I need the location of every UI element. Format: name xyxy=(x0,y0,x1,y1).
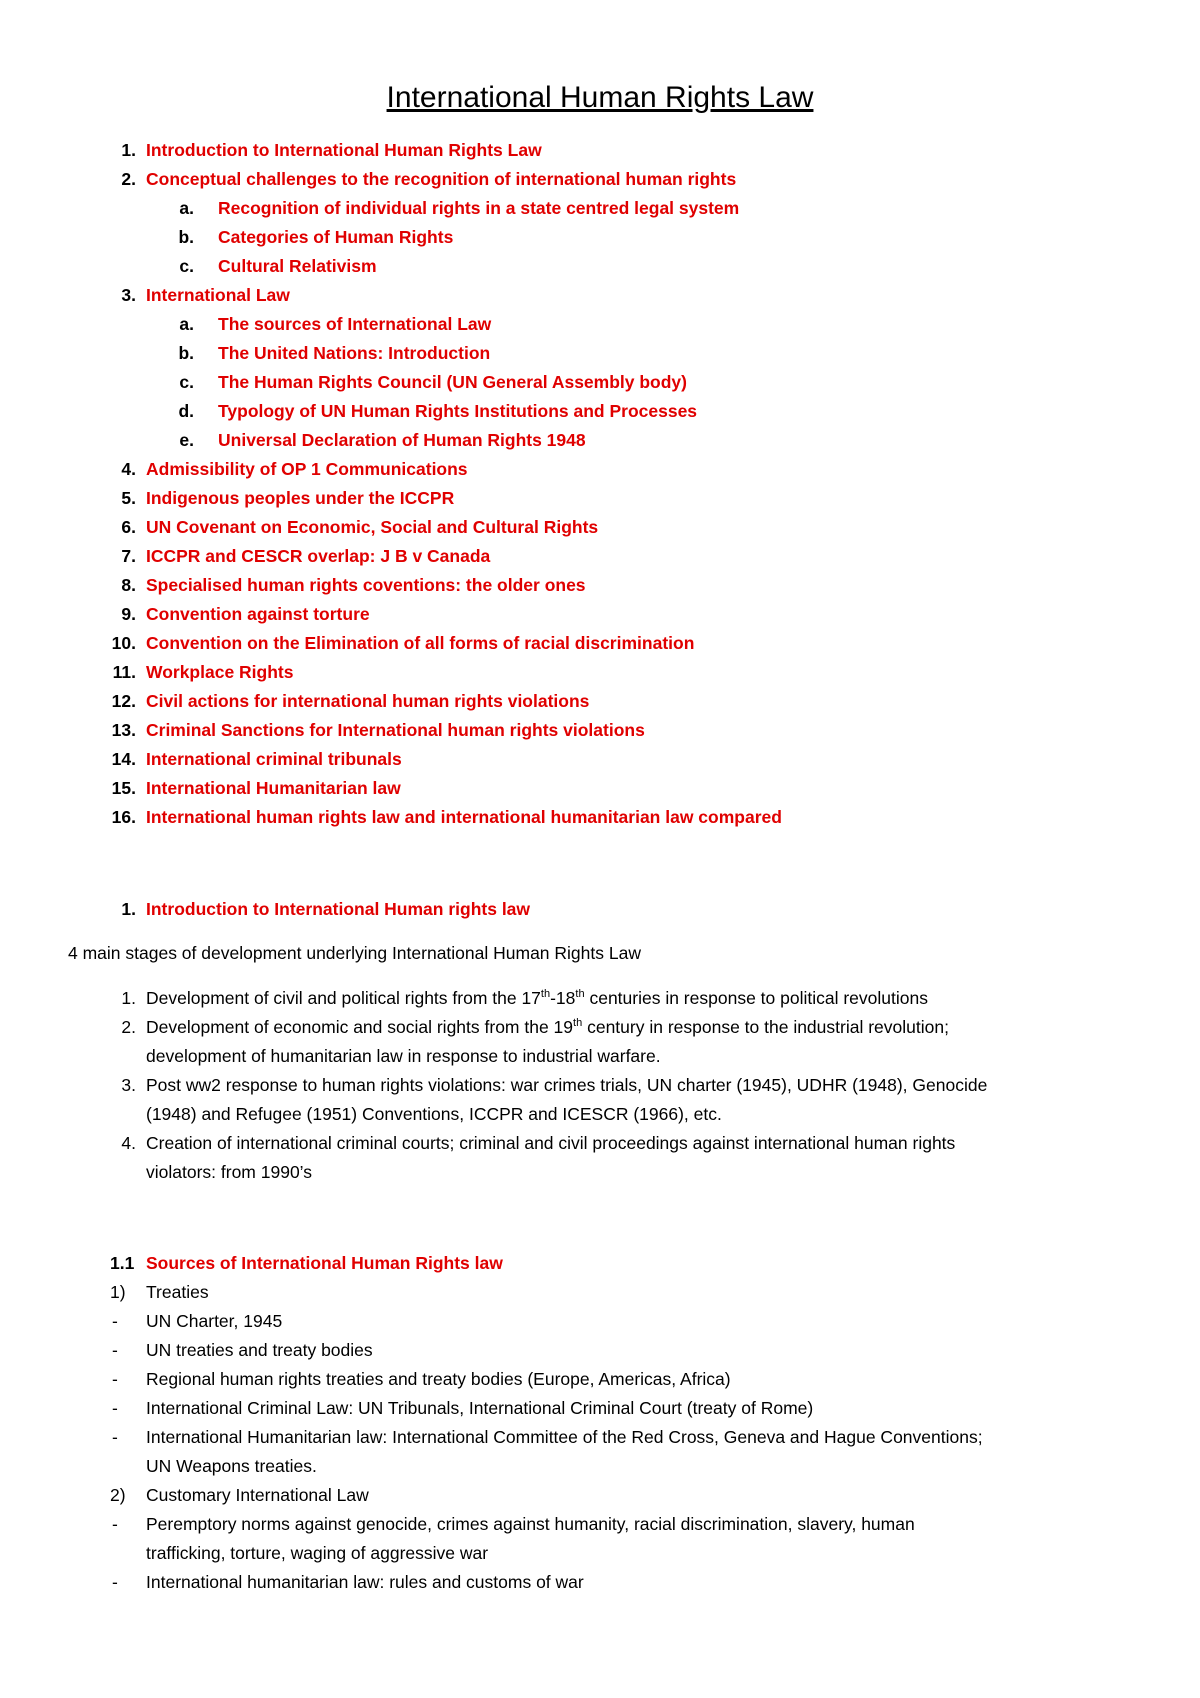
document-page: International Human Rights Law 1. Introduction to International Human Rights Law 2. Conceptual challenges to the recognition of international human rights a. Recognition of individual rights in a state centred legal system b. Categories of Human Rights c. Cultural Relativism 3. International Law a. The sources of International Law b. The United Nations: Introduction c. The Human Rights Council (UN General Assembly body) d. Typology of UN Human Rights Institutions and Processes e. Universal Declaration of Human Rights 1948 4. Admissibility of OP 1 Communications 5. Indigenous peoples under the ICCPR 6. UN Covenant on Economic, Social and Cultural Rights 7. ICCPR and CESCR overlap: J B v Canada 8. Specialised human rights coventions: the older ones 9. Convention against torture 10. Convention on the Elimination of all forms of racial discrimination 11. Workplace Rights 12. Civil actions for international human rights violations 13. Criminal Sanctions for International human rights violations 14. International criminal tribunals 15. International Humanitarian law 16. International human rights law and international humanitarian law compared 1. Introduction to International Human rights law 4 main stages of development underlying International Human Rights Law 1. Development of civil and political rights from the 17th-18th centuries in response to political revolutions 2. Development of economic and social rights from the 19th century in response to the industrial revolution; development of humanitarian law in response to industrial warfare. 3. Post ww2 response to human rights violations: war crimes trials, UN charter (1945), UDHR (1948), Genocide (1948) and Refugee (1951) Conventions, ICCPR and ICESCR (1966), etc. 4. Creation of international criminal courts; criminal and civil proceedings against international human rights violators: from 1990’s 1.1 Sources of International Human Rights law 1) Treaties - UN Charter, 1945 - UN treaties and treaty bodies - Regional human rights treaties and treaty bodies (Europe, Americas, Africa) - International Criminal Law: UN Tribunals, International Criminal Court (treaty of Rome) - International Humanitarian law: International Committee of the Red Cross, Geneva and Hague Conventions; UN Weapons treaties. 2) Customary International Law - Peremptory norms against genocide, crimes against humanity, racial discrimination, slavery, human trafficking, torture, waging of aggressive war - International humanitarian law: rules and customs of war xyxy=(0,0,1200,1698)
stage-item-continuation: (1948) and Refugee (1951) Conventions, ICCPR and ICESCR (1966), etc. xyxy=(146,1104,722,1124)
stage-item-continuation: development of humanitarian law in response to industrial warfare. xyxy=(146,1046,661,1066)
page-title: International Human Rights Law xyxy=(386,81,814,114)
stage-item-continuation: violators: from 1990’s xyxy=(146,1162,313,1182)
intro-paragraph: 4 main stages of development underlying International Human Rights Law xyxy=(68,943,641,963)
